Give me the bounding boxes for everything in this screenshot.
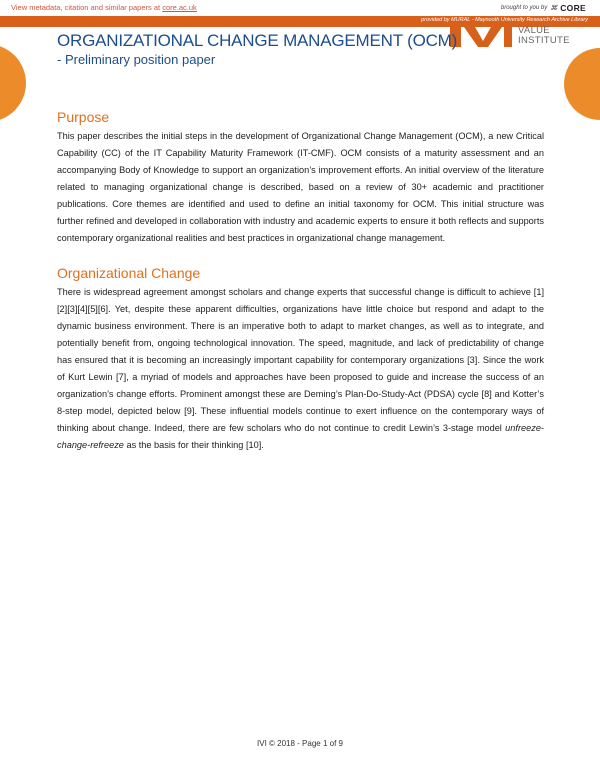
paragraph-text-after: as the basis for their thinking [10]. bbox=[123, 440, 264, 450]
brought-by-text: brought to you by bbox=[500, 5, 548, 11]
page-title: ORGANIZATIONAL CHANGE MANAGEMENT (OCM) bbox=[57, 31, 458, 50]
decorative-circle-left bbox=[0, 44, 26, 122]
core-top-bar bbox=[0, 0, 600, 16]
metadata-link-line[interactable] bbox=[11, 3, 197, 12]
ivi-logo-icon bbox=[450, 27, 512, 47]
core-ac-uk-link[interactable]: core.ac.uk bbox=[162, 3, 197, 12]
section-purpose bbox=[57, 109, 544, 247]
page-subtitle: - Preliminary position paper bbox=[57, 52, 216, 67]
brand-line-institute: INSTITUTE bbox=[518, 35, 570, 46]
organizational-change-paragraph bbox=[57, 284, 544, 454]
page-footer: IVI © 2018 - Page 1 of 9 bbox=[257, 739, 343, 748]
italic-phrase: unfreeze-change-refreeze bbox=[57, 423, 544, 450]
paper-body bbox=[57, 109, 544, 454]
section-heading-purpose: Purpose bbox=[57, 109, 110, 125]
brand-line-value: VALUE bbox=[518, 25, 550, 36]
decorative-circle-right bbox=[564, 48, 600, 120]
core-icon: ⌘ bbox=[550, 5, 558, 12]
metadata-prefix: View metadata, citation and similar papers at bbox=[11, 3, 163, 12]
brought-to-you-by[interactable] bbox=[501, 3, 586, 13]
ivi-brand-text bbox=[518, 26, 570, 46]
paragraph-text-before: There is widespread agreement amongst scholars and change experts that successful change is difficult to achieve [1][2][3][4][5][6]. Yet, despite these apparent difficulties, organizations have little choice but respond and adapt to the dynamic business environment. There is an imperative both to adapt to market changes, as well as to integrate, and potentially benefit from, ongoing technological innovation. The speed, magnitude, and lack of predictability of change has ensured that it is becoming an increasingly important capability for contemporary organizations [3]. Since the work of Kurt Lewin [7], a myriad of models and approaches have been proposed to guide and increase the success of an organization’s change efforts. Prominent amongst these are Deming’s Plan-Do-Study-Act (PDSA) cycle [8] and Kotter’s 8-step model, depicted below [9]. These influential models continue to exert influence on the contemporary ways of thinking about change. Indeed, there are few scholars who do not continue to credit Lewin’s 3-stage model bbox=[57, 287, 544, 433]
section-organizational-change bbox=[57, 265, 544, 454]
core-logo: CORE bbox=[560, 3, 586, 13]
section-heading-organizational-change: Organizational Change bbox=[57, 265, 201, 281]
purpose-paragraph: This paper describes the initial steps in the development of Organizational Change Management (OCM), a new Critical Capability (CC) of the IT Capability Maturity Framework (IT-CMF). OCM consists of a maturity assessment and an accompanying Body of Knowledge to support an organization’s improvement efforts. An initial overview of the literature related to managing organizational change is described, based on a review of 30+ academic and practitioner publications. Core themes are identified and used to define an initial taxonomy for OCM. This initial structure was further refined and developed in collaboration with industry and academic experts to ensure it both reflects and supports contemporary organizational realities and best practices in organizational change management. bbox=[57, 131, 544, 243]
provided-by-text[interactable]: provided by MURAL - Maynooth University Research Archive Library bbox=[421, 17, 588, 23]
